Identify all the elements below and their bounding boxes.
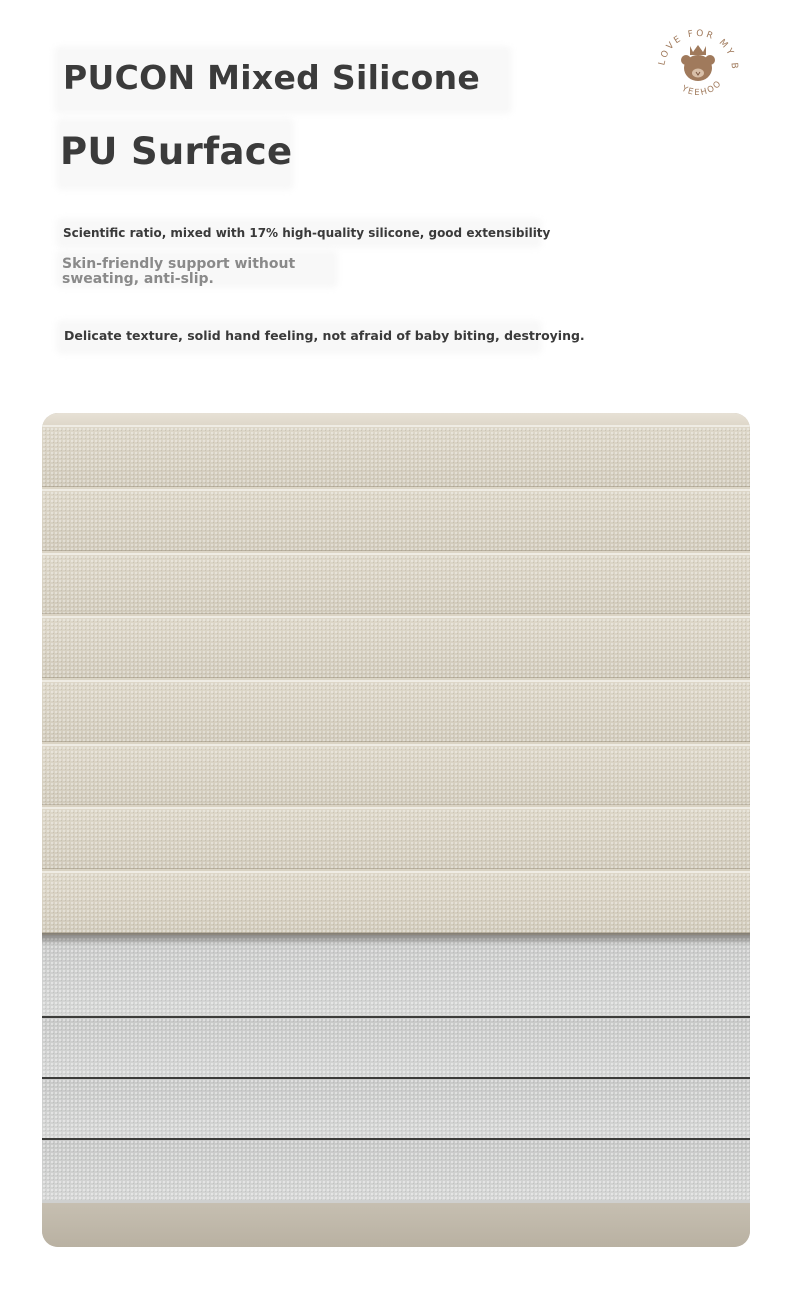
svg-text:YEEHOO — [679, 78, 724, 98]
mat-layer — [42, 1077, 750, 1139]
mat-base — [42, 1203, 750, 1247]
bear-face-icon — [650, 22, 746, 106]
title-line-1: PUCON Mixed Silicone — [63, 58, 481, 97]
mat-layer — [42, 425, 750, 487]
mat-layer — [42, 871, 750, 933]
mat-layer — [42, 553, 750, 614]
product-photo — [42, 413, 750, 1247]
feature-text: Skin-friendly support without sweating, anti-slip. — [62, 256, 296, 287]
logo-arc-top: LOVE FOR MY B — [657, 28, 740, 72]
mat-layer — [42, 744, 750, 805]
mat-shadow — [42, 933, 750, 945]
title-line-2: PU Surface — [60, 130, 293, 173]
mat-layer — [42, 807, 750, 869]
mat-layer — [42, 1016, 750, 1078]
mat-layer — [42, 1138, 750, 1200]
mat-layer — [42, 489, 750, 551]
mat-layer — [42, 937, 750, 1015]
feature-text: Scientific ratio, mixed with 17% high-quality silicone, good extensibility — [63, 226, 551, 240]
mat-layer — [42, 616, 750, 678]
logo-arc-bottom: YEEHOO — [679, 78, 725, 99]
mat-layer — [42, 680, 750, 742]
feature-text: Delicate texture, solid hand feeling, not afraid of baby biting, destroying. — [64, 328, 585, 343]
brand-logo — [650, 22, 746, 106]
